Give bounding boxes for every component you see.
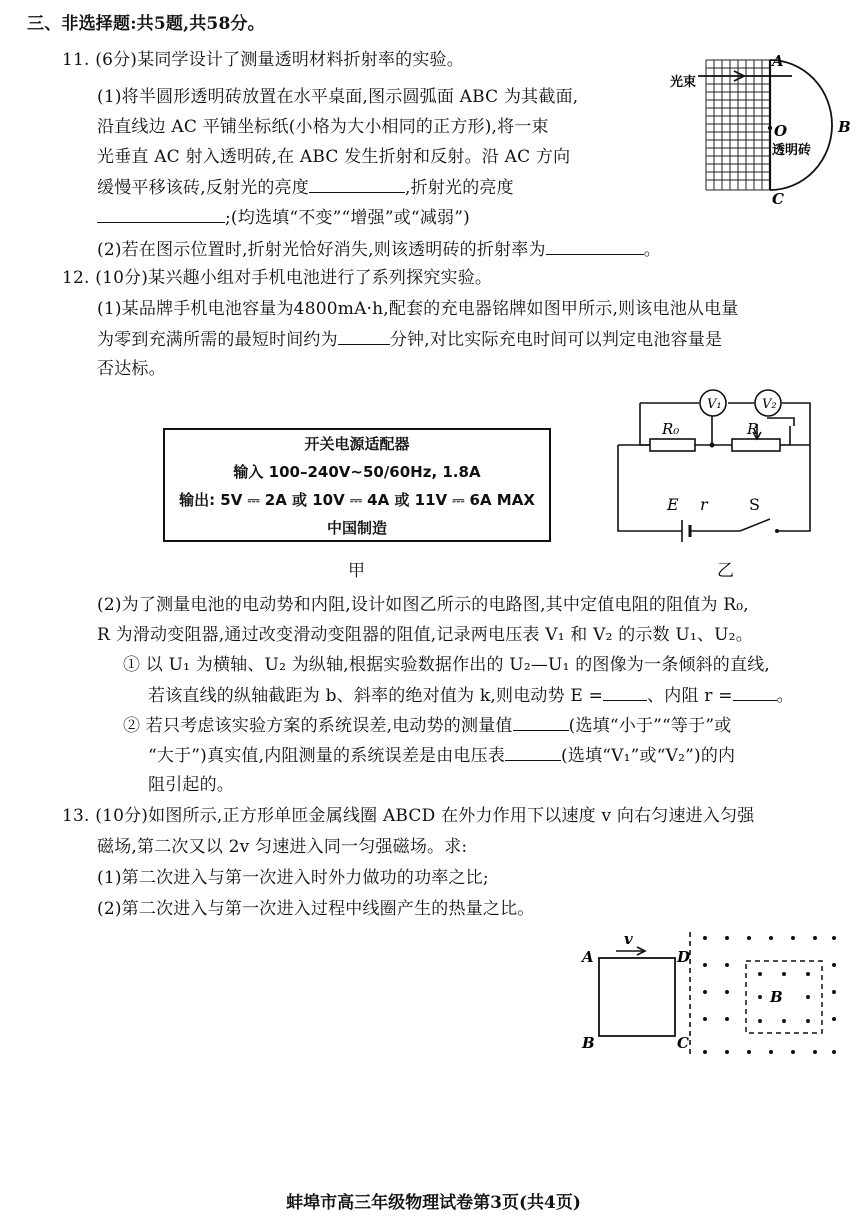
label-c: C [677, 1034, 689, 1052]
circuit-diagram [612, 388, 827, 538]
label-e: E [667, 495, 679, 514]
q11-text-a: 缓慢平移该砖,反射光的亮度 [97, 178, 310, 198]
q11-part1-line3: 光垂直 AC 射入透明砖,在 ABC 发生折射和反射。沿 AC 方向 [97, 147, 571, 167]
q11-part1-line2: 沿直线边 AC 平铺坐标纸(小格为大小相同的正方形),将一束 [97, 117, 549, 137]
q12-sub1-text: 若该直线的纵轴截距为 b、斜率的绝对值为 k,则电动势 E = [148, 686, 604, 706]
plate-title: 开关电源适配器 [304, 435, 410, 453]
plate-output: 输出: 5V ⎓ 2A 或 10V ⎓ 4A 或 11V ⎓ 6A MAX [179, 491, 535, 509]
q11-text-c: ;(均选填“不变”“增强”或“减弱”) [225, 208, 470, 228]
q12-sub2-text2: “大于”)真实值,内阻测量的系统误差是由电压表 [148, 746, 506, 766]
q11-part1-line4 [97, 176, 514, 199]
coil-abcd [599, 958, 675, 1036]
label-c: C [772, 190, 784, 208]
caption-jia: 甲 [348, 561, 365, 581]
label-r0: R₀ [662, 420, 680, 438]
label-brick: 透明砖 [772, 143, 812, 158]
page-footer: 蚌埠市高三年级物理试卷第3页(共4页) [286, 1193, 581, 1213]
caption-yi: 乙 [717, 561, 734, 581]
answer-blank-reflect[interactable] [309, 176, 405, 193]
q12-part1-line2 [97, 328, 722, 351]
answer-blank-voltmeter[interactable] [505, 744, 561, 761]
answer-blank-minutes[interactable] [338, 328, 390, 345]
label-v: v [624, 930, 633, 948]
q12-part2-line2: R 为滑动变阻器,通过改变滑动变阻器的阻值,记录两电压表 V₁ 和 V₂ 的示数 U₁、U₂。 [97, 625, 753, 645]
label-d: D [677, 948, 691, 966]
plate-input: 输入 100–240V~50/60Hz, 1.8A [233, 463, 481, 481]
q13-part1: (1)第二次进入与第一次进入时外力做功的功率之比; [97, 868, 489, 888]
q12-part1-line1: (1)某品牌手机电池容量为4800mA·h,配套的充电器铭牌如图甲所示,则该电池从电量 [97, 299, 739, 319]
q11-part2-text: (2)若在图示位置时,折射光恰好消失,则该透明砖的折射率为 [97, 240, 546, 260]
section-heading: 三、非选择题:共5题,共58分。 [27, 14, 265, 34]
label-internal-r: r [700, 495, 708, 514]
q12-sub2-tail: (选填“小于”“等于”或 [568, 716, 732, 736]
label-field: B [770, 988, 783, 1006]
q12-part1-line3: 否达标。 [97, 359, 166, 379]
switch-contact [775, 529, 779, 533]
q12-sub2-text: ② 若只考虑该实验方案的系统误差,电动势的测量值 [123, 716, 513, 736]
q11-part2 [97, 238, 661, 261]
label-r: R [747, 420, 759, 438]
label-beam: 光束 [670, 75, 697, 90]
answer-blank-resistance[interactable] [733, 684, 777, 701]
q11-stem: 11. (6分)某同学设计了测量透明材料折射率的实验。 [62, 50, 464, 70]
label-b: B [582, 1034, 595, 1052]
q12-text-a: 为零到充满所需的最短时间约为 [97, 330, 338, 350]
q12-part2-line1: (2)为了测量电池的电动势和内阻,设计如图乙所示的电路图,其中定值电阻的阻值为 R₀, [97, 595, 749, 615]
q12-sub1-mid: 、内阻 r = [647, 686, 733, 706]
label-a: A [772, 52, 784, 70]
q12-sub1-end: 。 [776, 686, 794, 706]
q11-figure [668, 50, 858, 210]
q12-sub2-line2 [148, 744, 735, 767]
charger-nameplate [163, 428, 551, 542]
q13-stem-line1: 13. (10分)如图所示,正方形单匝金属线圈 ABCD 在外力作用下以速度 v 向右匀速进入匀强 [62, 806, 755, 826]
label-o: O [774, 122, 788, 140]
q13-stem-line2: 磁场,第二次又以 2v 匀速进入同一匀强磁场。求: [97, 837, 468, 857]
answer-blank-refract[interactable] [97, 206, 225, 223]
q11-part1-line5 [97, 206, 470, 229]
q12-sub2-line1 [123, 714, 731, 737]
q12-text-b: 分钟,对比实际充电时间可以判定电池容量是 [389, 330, 723, 350]
center-o [768, 126, 772, 130]
q11-text-b: ,折射光的亮度 [405, 178, 514, 198]
q12-stem: 12. (10分)某兴趣小组对手机电池进行了系列探究实验。 [62, 268, 493, 288]
answer-blank-emf[interactable] [603, 684, 647, 701]
q13-part2: (2)第二次进入与第一次进入过程中线圈产生的热量之比。 [97, 899, 535, 919]
q12-sub1-line2 [148, 684, 794, 707]
q11-part2-end: 。 [643, 240, 661, 260]
resistor-r0 [650, 439, 695, 451]
plate-made: 中国制造 [326, 519, 387, 537]
answer-blank-emf-bias[interactable] [513, 714, 569, 731]
junction-dot [710, 443, 715, 448]
label-v1: V₁ [707, 397, 722, 412]
q12-sub2-tail2: (选填“V₁”或“V₂”)的内 [561, 746, 736, 766]
q12-sub1-line1: ① 以 U₁ 为横轴、U₂ 为纵轴,根据实验数据作出的 U₂—U₁ 的图像为一条倾斜的直线, [123, 655, 770, 675]
answer-blank-index[interactable] [546, 238, 644, 255]
q11-part1-line1: (1)将半圆形透明砖放置在水平桌面,图示圆弧面 ABC 为其截面, [97, 87, 579, 107]
label-b: B [838, 118, 851, 136]
label-s: S [749, 495, 760, 514]
q12-sub2-line3: 阻引起的。 [148, 775, 234, 795]
label-a: A [582, 948, 594, 966]
q13-figure [578, 930, 838, 1062]
rheostat-r [732, 439, 780, 451]
label-v2: V₂ [762, 397, 777, 412]
